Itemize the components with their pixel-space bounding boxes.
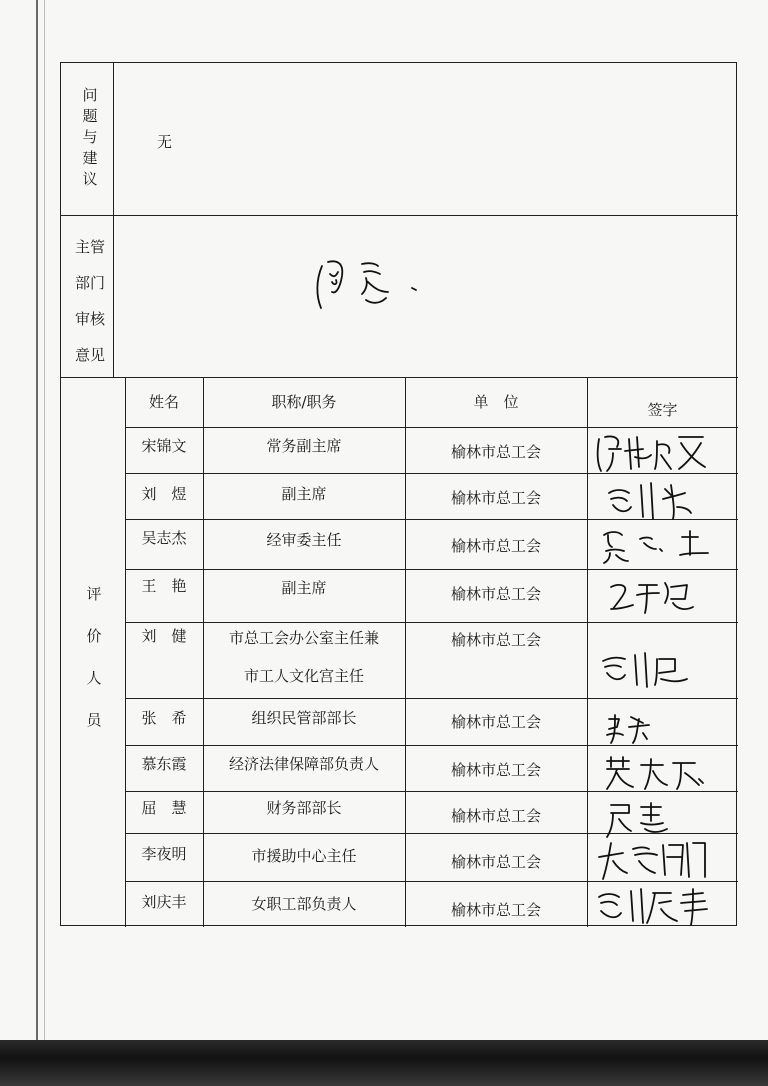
label-char: 建 — [82, 149, 98, 167]
label-line: 部门 — [74, 274, 105, 292]
label-char: 题 — [82, 107, 98, 125]
column-header-unit: 单 位 — [473, 393, 519, 411]
column-header-name: 姓名 — [148, 393, 179, 411]
scan-edge-line-faint — [44, 0, 45, 1040]
label-char: 问 — [82, 86, 98, 104]
label-char: 员 — [86, 711, 102, 729]
table-row-unit: 榆林市总工会 — [450, 489, 541, 507]
column-divider — [587, 377, 588, 927]
table-row-name: 宋锦文 — [141, 437, 187, 455]
table-row-title: 副主席 — [281, 579, 327, 597]
table-row-unit: 榆林市总工会 — [450, 631, 541, 649]
review-section-label — [67, 229, 113, 373]
column-divider — [113, 63, 114, 377]
table-row-title: 常务副主席 — [266, 437, 342, 455]
table-row-unit: 榆林市总工会 — [450, 443, 541, 461]
table-row-unit: 榆林市总工会 — [450, 585, 541, 603]
label-line: 意见 — [74, 346, 105, 364]
table-row-name: 刘庆丰 — [141, 893, 187, 911]
table-row-title: 副主席 — [281, 485, 327, 503]
table-row-title-line2: 市工人文化宫主任 — [243, 667, 364, 685]
table-row-title: 经济法律保障部负责人 — [228, 755, 379, 773]
row-divider — [125, 427, 738, 428]
table-row-unit: 榆林市总工会 — [450, 807, 541, 825]
label-char: 人 — [86, 669, 102, 687]
evaluators-section-label — [81, 573, 107, 741]
table-row-name: 屈 慧 — [141, 799, 187, 817]
table-row-title: 女职工部负责人 — [251, 895, 357, 913]
table-row-unit: 榆林市总工会 — [450, 853, 541, 871]
table-row-name: 慕东霞 — [141, 755, 187, 773]
label-char: 与 — [82, 128, 98, 146]
column-header-signature: 签字 — [647, 401, 678, 419]
row-divider — [61, 377, 738, 378]
table-row-name: 刘 健 — [141, 627, 187, 645]
column-header-title: 职称/职务 — [271, 393, 337, 411]
issues-section-label — [77, 85, 103, 190]
table-row-name: 刘 煜 — [141, 485, 187, 503]
issues-content: 无 — [157, 133, 173, 151]
table-row-title: 市援助中心主任 — [251, 847, 357, 865]
label-line: 审核 — [74, 310, 105, 328]
table-row-name: 吴志杰 — [141, 529, 187, 547]
scan-bottom-border — [0, 1040, 768, 1086]
table-row-title: 经审委主任 — [266, 531, 342, 549]
scan-edge-line — [36, 0, 38, 1040]
column-divider — [203, 377, 204, 927]
row-divider — [125, 569, 738, 570]
row-divider — [125, 698, 738, 699]
evaluation-form-table — [60, 62, 737, 926]
label-char: 议 — [82, 170, 98, 188]
row-divider — [125, 622, 738, 623]
table-row-unit: 榆林市总工会 — [450, 761, 541, 779]
label-char: 价 — [86, 627, 102, 645]
table-row-name: 张 希 — [141, 709, 187, 727]
row-divider — [125, 745, 738, 746]
label-line: 主管 — [74, 238, 105, 256]
table-row-title: 组织民管部部长 — [251, 709, 357, 727]
table-row-title: 财务部部长 — [266, 799, 342, 817]
table-row-title: 市总工会办公室主任兼 — [228, 629, 379, 647]
table-row-name: 王 艳 — [141, 577, 187, 595]
table-row-unit: 榆林市总工会 — [450, 713, 541, 731]
table-row-unit: 榆林市总工会 — [450, 901, 541, 919]
row-divider — [61, 215, 738, 216]
table-row-name: 李夜明 — [141, 845, 187, 863]
table-row-unit: 榆林市总工会 — [450, 537, 541, 555]
label-char: 评 — [86, 585, 102, 603]
